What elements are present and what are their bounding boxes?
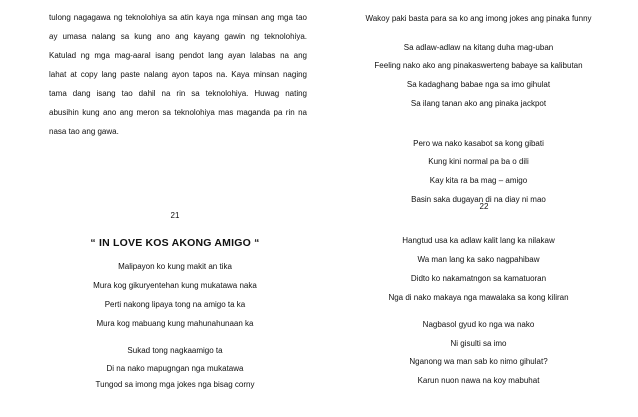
paragraph-line: abusihin kung ano ang meron sa teknolohiya mas maganda pa rin na [49,108,307,117]
page-number: 22 [479,202,489,211]
paragraph-line: lahat at copy lang paste nalang ayon tapos na. Kaya minsan naging [49,70,307,79]
poem-line: Mura kog mabuang kung mahunahunaan ka [96,319,254,328]
poem-line: Kay kita ra ba mag – amigo [429,176,528,185]
poem-line: Perti nakong lipaya tong na amigo ta ka [104,300,246,309]
poem-line: Tungod sa imong mga jokes nga bisag corny [95,380,255,389]
poem-line: Kung kini normal pa ba o dili [428,157,529,166]
poem-line: Malipayon ko kung makit an tika [118,262,232,271]
poem-title: “ IN LOVE KOS AKONG AMIGO “ [90,237,260,249]
essay-paragraph [49,8,307,141]
poem-line: Nganong wa man sab ko nimo gihulat? [409,357,548,366]
poem-line: Nagbasol gyud ko nga wa nako [422,320,535,329]
poem-line: Wa man lang ka sako nagpahibaw [417,255,540,264]
poem-line: Sa kadaghang babae nga sa imo gihulat [406,80,551,89]
paragraph-line: tulong nagagawa ng teknolohiya sa atin kaya nga minsan ang mga tao [49,13,307,22]
paragraph-line: Katulad ng mga mag-aaral isang pendot lang ayan lalabas na ang [49,51,307,60]
poem-line: Basin saka dugayan di na diay ni mao [411,195,546,204]
poem-line: Didto ko nakamatngon sa kamatuoran [410,274,547,283]
paragraph-line: ay umasa nalang sa kung ano ang kayang gawin ng teknolohiya. [49,32,307,41]
poem-line: Nga di nako makaya nga mawalaka sa kong kiliran [388,293,569,302]
right-page [319,0,638,417]
page-number: 21 [170,211,180,220]
paragraph-line: nasa tao ang gawa. [49,127,119,136]
poem-line: Sa adlaw-adlaw na kitang duha mag-uban [403,43,554,52]
poem-line: Sukad tong nagkaamigo ta [127,346,223,355]
paragraph-line: tama dang isang tao dahil na rin sa teknolohiya. Huwag nating [49,89,307,98]
poem-line: Wakoy paki basta para sa ko ang imong jokes ang pinaka funny [365,14,592,23]
poem-line: Pero wa nako kasabot sa kong gibati [413,139,544,148]
poem-line: Hangtud usa ka adlaw kalit lang ka nilakaw [402,236,555,245]
poem-line: Ni gisulti sa imo [450,339,507,348]
poem-line: Feeling nako ako ang pinakaswerteng babaye sa kalibutan [374,61,583,70]
poem-line: Di na nako mapugngan nga mukatawa [106,364,244,373]
poem-line: Mura kog gikuryentehan kung mukatawa naka [93,281,257,290]
poem-line: Karun nuon nawa na koy mabuhat [417,376,540,385]
poem-line: Sa ilang tanan ako ang pinaka jackpot [410,99,547,108]
